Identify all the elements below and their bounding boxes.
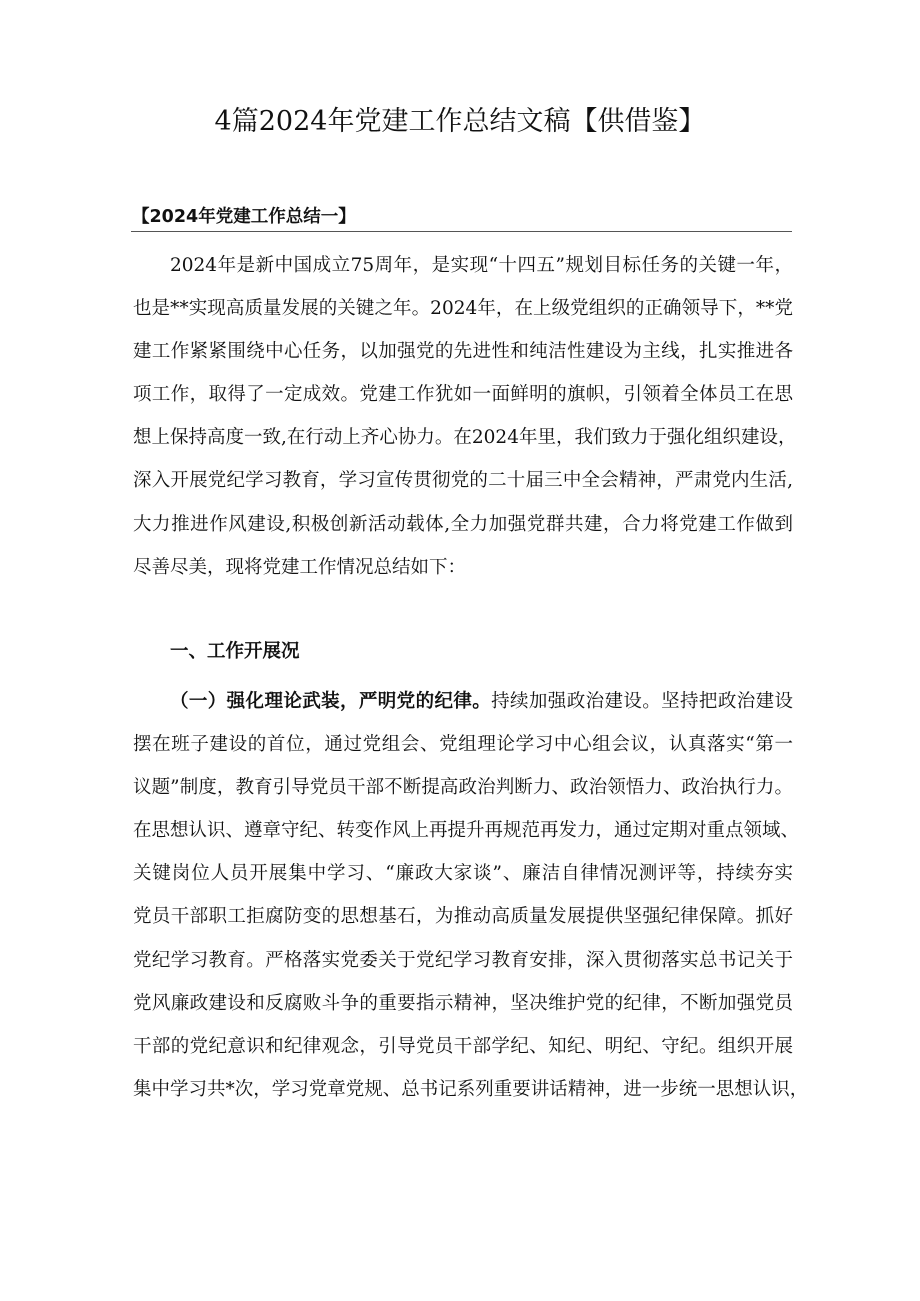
paragraph-line: 尽善尽美，现将党建工作情况总结如下：: [133, 556, 467, 578]
paragraph-line-rest: 持续加强政治建设。坚持把政治建设: [491, 691, 793, 712]
heading-underline: [131, 231, 792, 232]
paragraph-line: 党员干部职工拒腐防变的思想基石，为推动高质量发展提供坚强纪律保障。抓好: [133, 906, 793, 928]
paragraph-line: 也是**实现高质量发展的关键之年。2024年，在上级党组织的正确领导下，**党: [133, 298, 793, 320]
paragraph-line: 项工作，取得了一定成效。党建工作犹如一面鲜明的旗帜，引领着全体员工在思: [133, 384, 793, 406]
paragraph-intro: [133, 244, 797, 589]
paragraph-line: 深入开展党纪学习教育，学习宣传贯彻党的二十届三中全会精神，严肃党内生活,: [133, 470, 793, 492]
paragraph-line: 关键岗位人员开展集中学习、“廉政大家谈”、廉洁自律情况测评等，持续夯实: [133, 863, 793, 885]
paragraph-line: 想上保持高度一致,在行动上齐心协力。在2024年里，我们致力于强化组织建设，: [133, 427, 797, 449]
document-title: 4篇2024年党建工作总结文稿【供借鉴】: [214, 106, 706, 137]
section-heading: 【2024年党建工作总结一】: [132, 207, 356, 227]
paragraph-lead-bold: （一）强化理论武装，严明党的纪律。: [170, 691, 492, 712]
paragraph-line: 干部的党纪意识和纪律观念，引导党员干部学纪、知纪、明纪、守纪。组织开展: [133, 1035, 793, 1057]
paragraph-line: 议题”制度，教育引导党员干部不断提高政治判断力、政治领悟力、政治执行力。: [133, 777, 793, 799]
paragraph-line: 党纪学习教育。严格落实党委关于党纪学习教育安排，深入贯彻落实总书记关于: [133, 949, 793, 971]
paragraph-line: 摆在班子建设的首位，通过党组会、党组理论学习中心组会议，认真落实“第一: [133, 734, 793, 756]
paragraph-line: [133, 680, 793, 723]
paragraph-work: [133, 680, 809, 1111]
paragraph-line: 建工作紧紧围绕中心任务，以加强党的先进性和纯洁性建设为主线，扎实推进各: [133, 341, 793, 363]
sub-heading: 一、工作开展况: [170, 641, 300, 662]
paragraph-line: 在思想认识、遵章守纪、转变作风上再提升再规范再发力，通过定期对重点领域、: [133, 820, 800, 842]
paragraph-line: 大力推进作风建设,积极创新活动载体,全力加强党群共建，合力将党建工作做到: [133, 513, 793, 535]
paragraph-line: 党风廉政建设和反腐败斗争的重要指示精神，坚决维护党的纪律，不断加强党员: [133, 992, 793, 1014]
paragraph-line: 2024年是新中国成立75周年，是实现“十四五”规划目标任务的关键一年，: [170, 255, 793, 276]
paragraph-line: 集中学习共*次，学习党章党规、总书记系列重要讲话精神，进一步统一思想认识，: [133, 1078, 809, 1100]
